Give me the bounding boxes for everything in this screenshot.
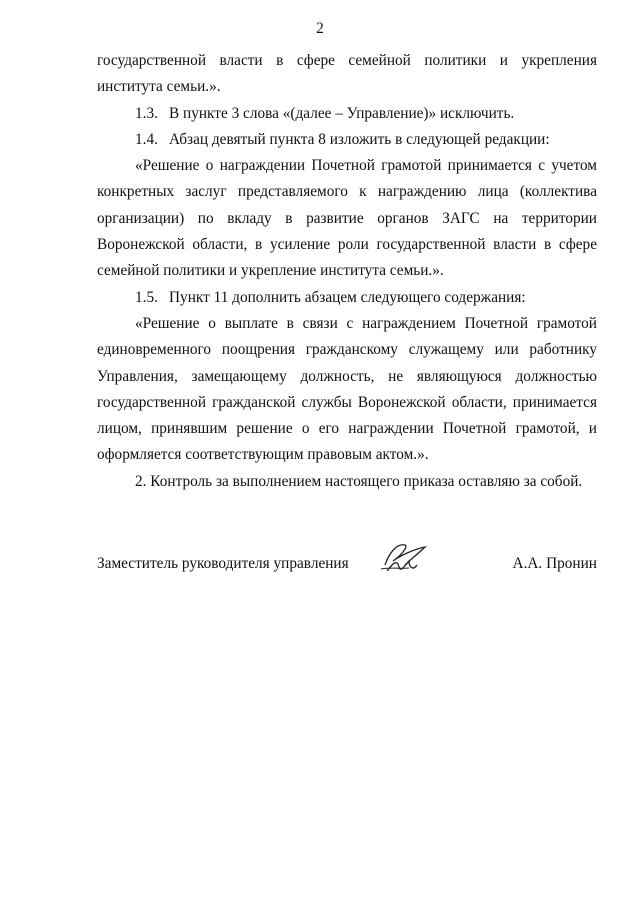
- handwritten-signature: [375, 535, 435, 579]
- signature-block: [97, 555, 597, 585]
- item-text: Абзац девятый пункта 8 изложить в следующей редакции:: [169, 130, 550, 148]
- document-body: [97, 48, 597, 495]
- quoted-paragraph-payment: «Решение о выплате в связи с награждением Почетной грамотой единовременного поощрения гражданскому служащему или работнику Управления, замещающему должность, не являющуюся должностью государственной гражданской службы Воронежской области, принимается лицом, принявшим решение о его награждении Почетной грамотой, и оформляется соответствующим правовым актом.».: [97, 314, 597, 464]
- paragraph-1-5: [97, 285, 597, 311]
- quoted-paragraph-award-decision: «Решение о награждении Почетной грамотой принимается с учетом конкретных заслуг представляемого к награждению лица (коллектива организации) по вкладу в развитие органов ЗАГС на территории Воронежской области, в усиление роли государственной власти в сфере семейной политики и укрепление института семьи.».: [97, 157, 597, 280]
- item-number: 1.5.: [135, 288, 158, 306]
- page-number: 2: [316, 20, 324, 37]
- item-text: В пункте 3 слова «(далее – Управление)» исключить.: [169, 104, 515, 122]
- signatory-name: А.А. Пронин: [512, 555, 597, 572]
- item-number: 1.3.: [135, 104, 158, 122]
- signatory-position: Заместитель руководителя управления: [97, 555, 349, 572]
- item-number: 1.4.: [135, 130, 158, 148]
- paragraph-1-3: [97, 101, 597, 127]
- item-text: Пункт 11 дополнить абзацем следующего содержания:: [169, 288, 526, 306]
- paragraph-control: 2. Контроль за выполнением настоящего приказа оставляю за собой.: [135, 472, 583, 490]
- paragraph-continuation: государственной власти в сфере семейной политики и укрепления института семьи.».: [97, 52, 597, 96]
- paragraph-1-4: [97, 127, 597, 153]
